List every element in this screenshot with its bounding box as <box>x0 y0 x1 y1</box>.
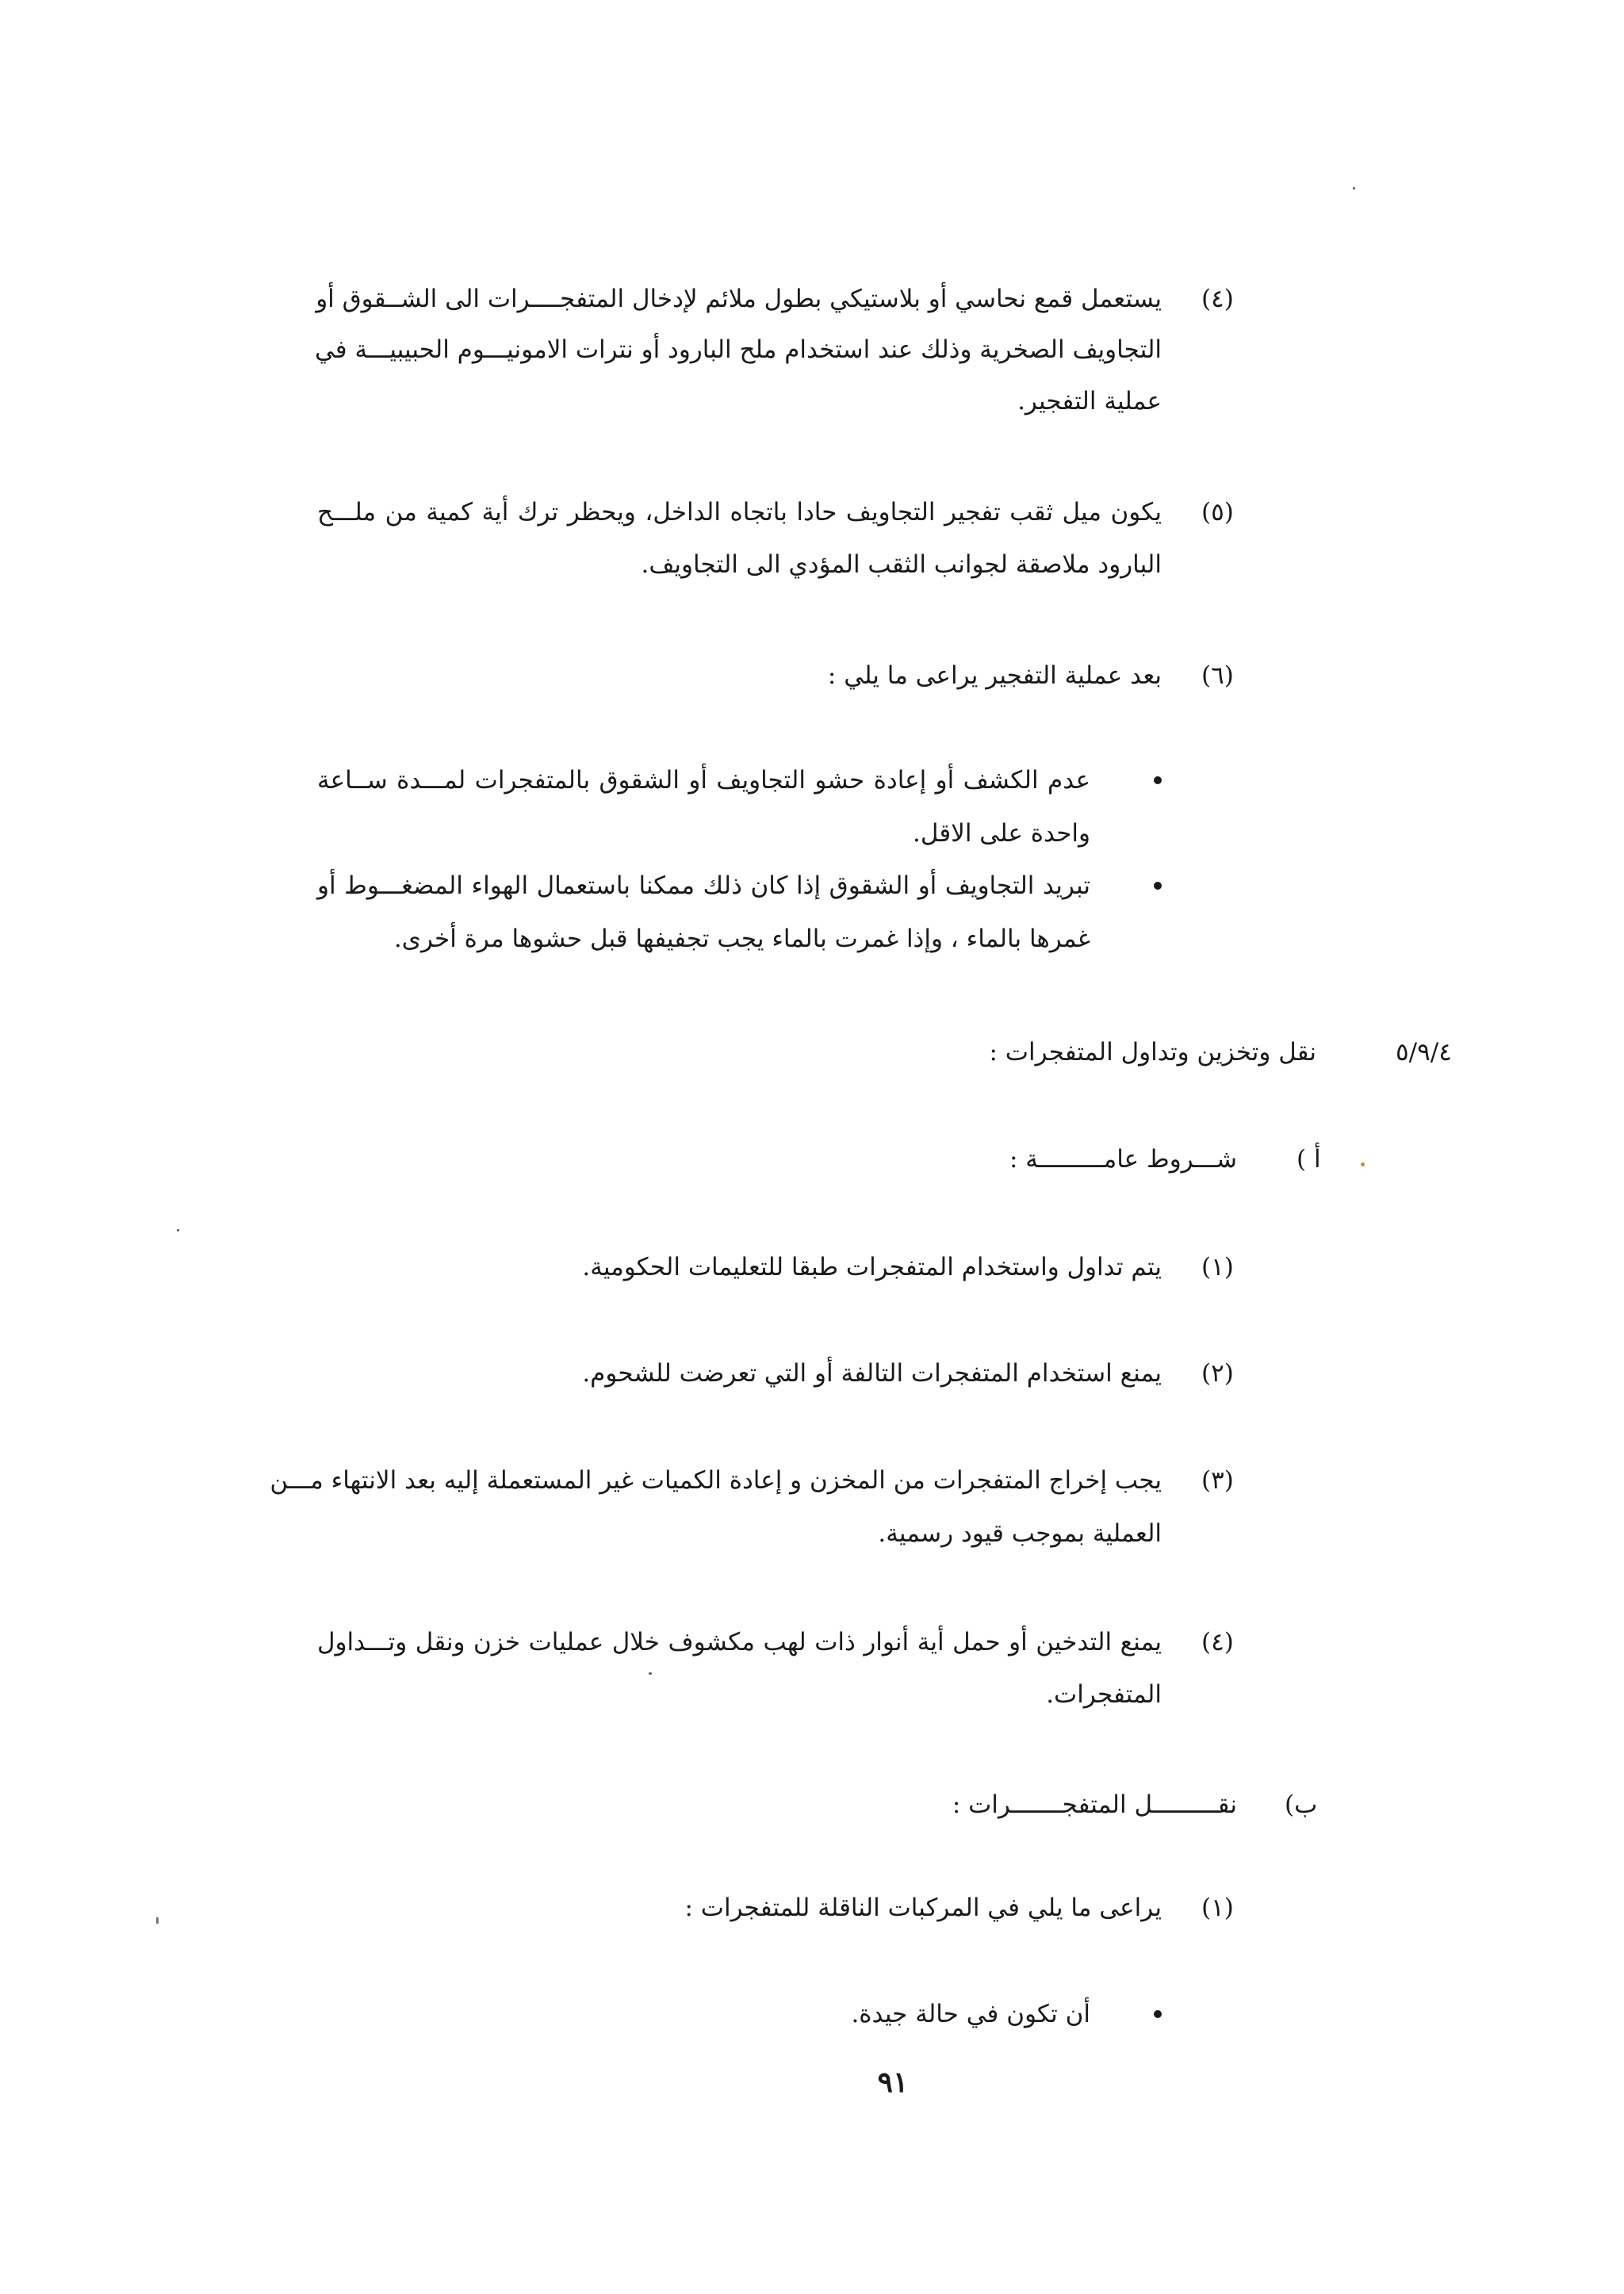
scan-speck <box>649 1672 652 1675</box>
bullet-icon <box>1154 776 1162 784</box>
bullet-text-line: غمرها بالماء ، وإذا غمرت بالماء يجب تجفيفها قبل حشوها مرة أخرى. <box>393 925 1090 953</box>
scan-speck <box>177 1229 179 1231</box>
subsection-letter: ب) <box>1285 1790 1318 1819</box>
bullet-icon <box>1154 2010 1162 2018</box>
bullet-text-line: عدم الكشف أو إعادة حشو التجاويف أو الشقوق بالمتفجرات لمـــدة ســاعة <box>317 766 1090 795</box>
item-text-line: بعد عملية التفجير يراعى ما يلي : <box>827 661 1162 690</box>
item-number: (٢) <box>1201 1359 1234 1388</box>
scan-speck <box>156 1917 159 1924</box>
item-text-line: يكون ميل ثقب تفجير التجاويف حادا باتجاه الداخل، ويحظر ترك أية كمية من ملـــح <box>317 498 1162 527</box>
item-text-line: المتفجرات. <box>1046 1680 1162 1709</box>
subsection-title: شـــروط عامـــــــــة : <box>1009 1145 1237 1174</box>
item-number: (٥) <box>1201 498 1234 527</box>
bullet-icon <box>1154 882 1162 890</box>
item-number: (٤) <box>1201 285 1234 313</box>
bullet-text-line: أن تكون في حالة جيدة. <box>851 2000 1090 2028</box>
item-text-line: التجاويف الصخرية وذلك عند استخدام ملح البارود أو نترات الامونيـــوم الحبيبيـــة في <box>314 335 1162 364</box>
section-number: ٥/٩/٤ <box>1396 1038 1452 1067</box>
item-number: (١) <box>1201 1253 1234 1281</box>
item-text-line: يمنع استخدام المتفجرات التالفة أو التي تعرضت للشحوم. <box>582 1359 1162 1388</box>
section-title: نقل وتخزين وتداول المتفجرات : <box>989 1038 1316 1067</box>
item-text-line: البارود ملاصقة لجوانب الثقب المؤدي الى التجاويف. <box>641 550 1162 579</box>
item-text-line: يتم تداول واستخدام المتفجرات طبقا للتعليمات الحكومية. <box>582 1253 1162 1281</box>
item-number: (١) <box>1201 1894 1234 1922</box>
orange-dot <box>1361 1162 1365 1166</box>
item-text-line: يستعمل قمع نحاسي أو بلاستيكي بطول ملائم لإدخال المتفجــــرات الى الشــقوق أو <box>316 285 1162 313</box>
bullet-text-line: تبريد التجاويف أو الشقوق إذا كان ذلك ممكنا باستعمال الهواء المضغـــوط أو <box>317 871 1090 900</box>
item-text-line: يراعى ما يلي في المركبات الناقلة للمتفجرات : <box>684 1894 1162 1922</box>
scan-speck <box>1353 187 1355 190</box>
item-number: (٤) <box>1201 1628 1234 1656</box>
item-text-line: العملية بموجب قيود رسمية. <box>878 1519 1162 1548</box>
page-number: ٩١ <box>877 2066 909 2099</box>
item-text-line: يمنع التدخين أو حمل أية أنوار ذات لهب مكشوف خلال عمليات خزن ونقل وتـــداول <box>317 1628 1162 1656</box>
item-number: (٣) <box>1201 1466 1234 1495</box>
item-text-line: يجب إخراج المتفجرات من المخزن و إعادة الكميات غير المستعملة إليه بعد الانتهاء مـــن <box>270 1466 1162 1495</box>
item-text-line: عملية التفجير. <box>1017 387 1162 416</box>
bullet-text-line: واحدة على الاقل. <box>912 819 1090 848</box>
subsection-letter: أ ) <box>1297 1145 1321 1174</box>
subsection-title: نقـــــــــل المتفجـــــــرات : <box>952 1790 1237 1819</box>
item-number: (٦) <box>1201 661 1234 690</box>
